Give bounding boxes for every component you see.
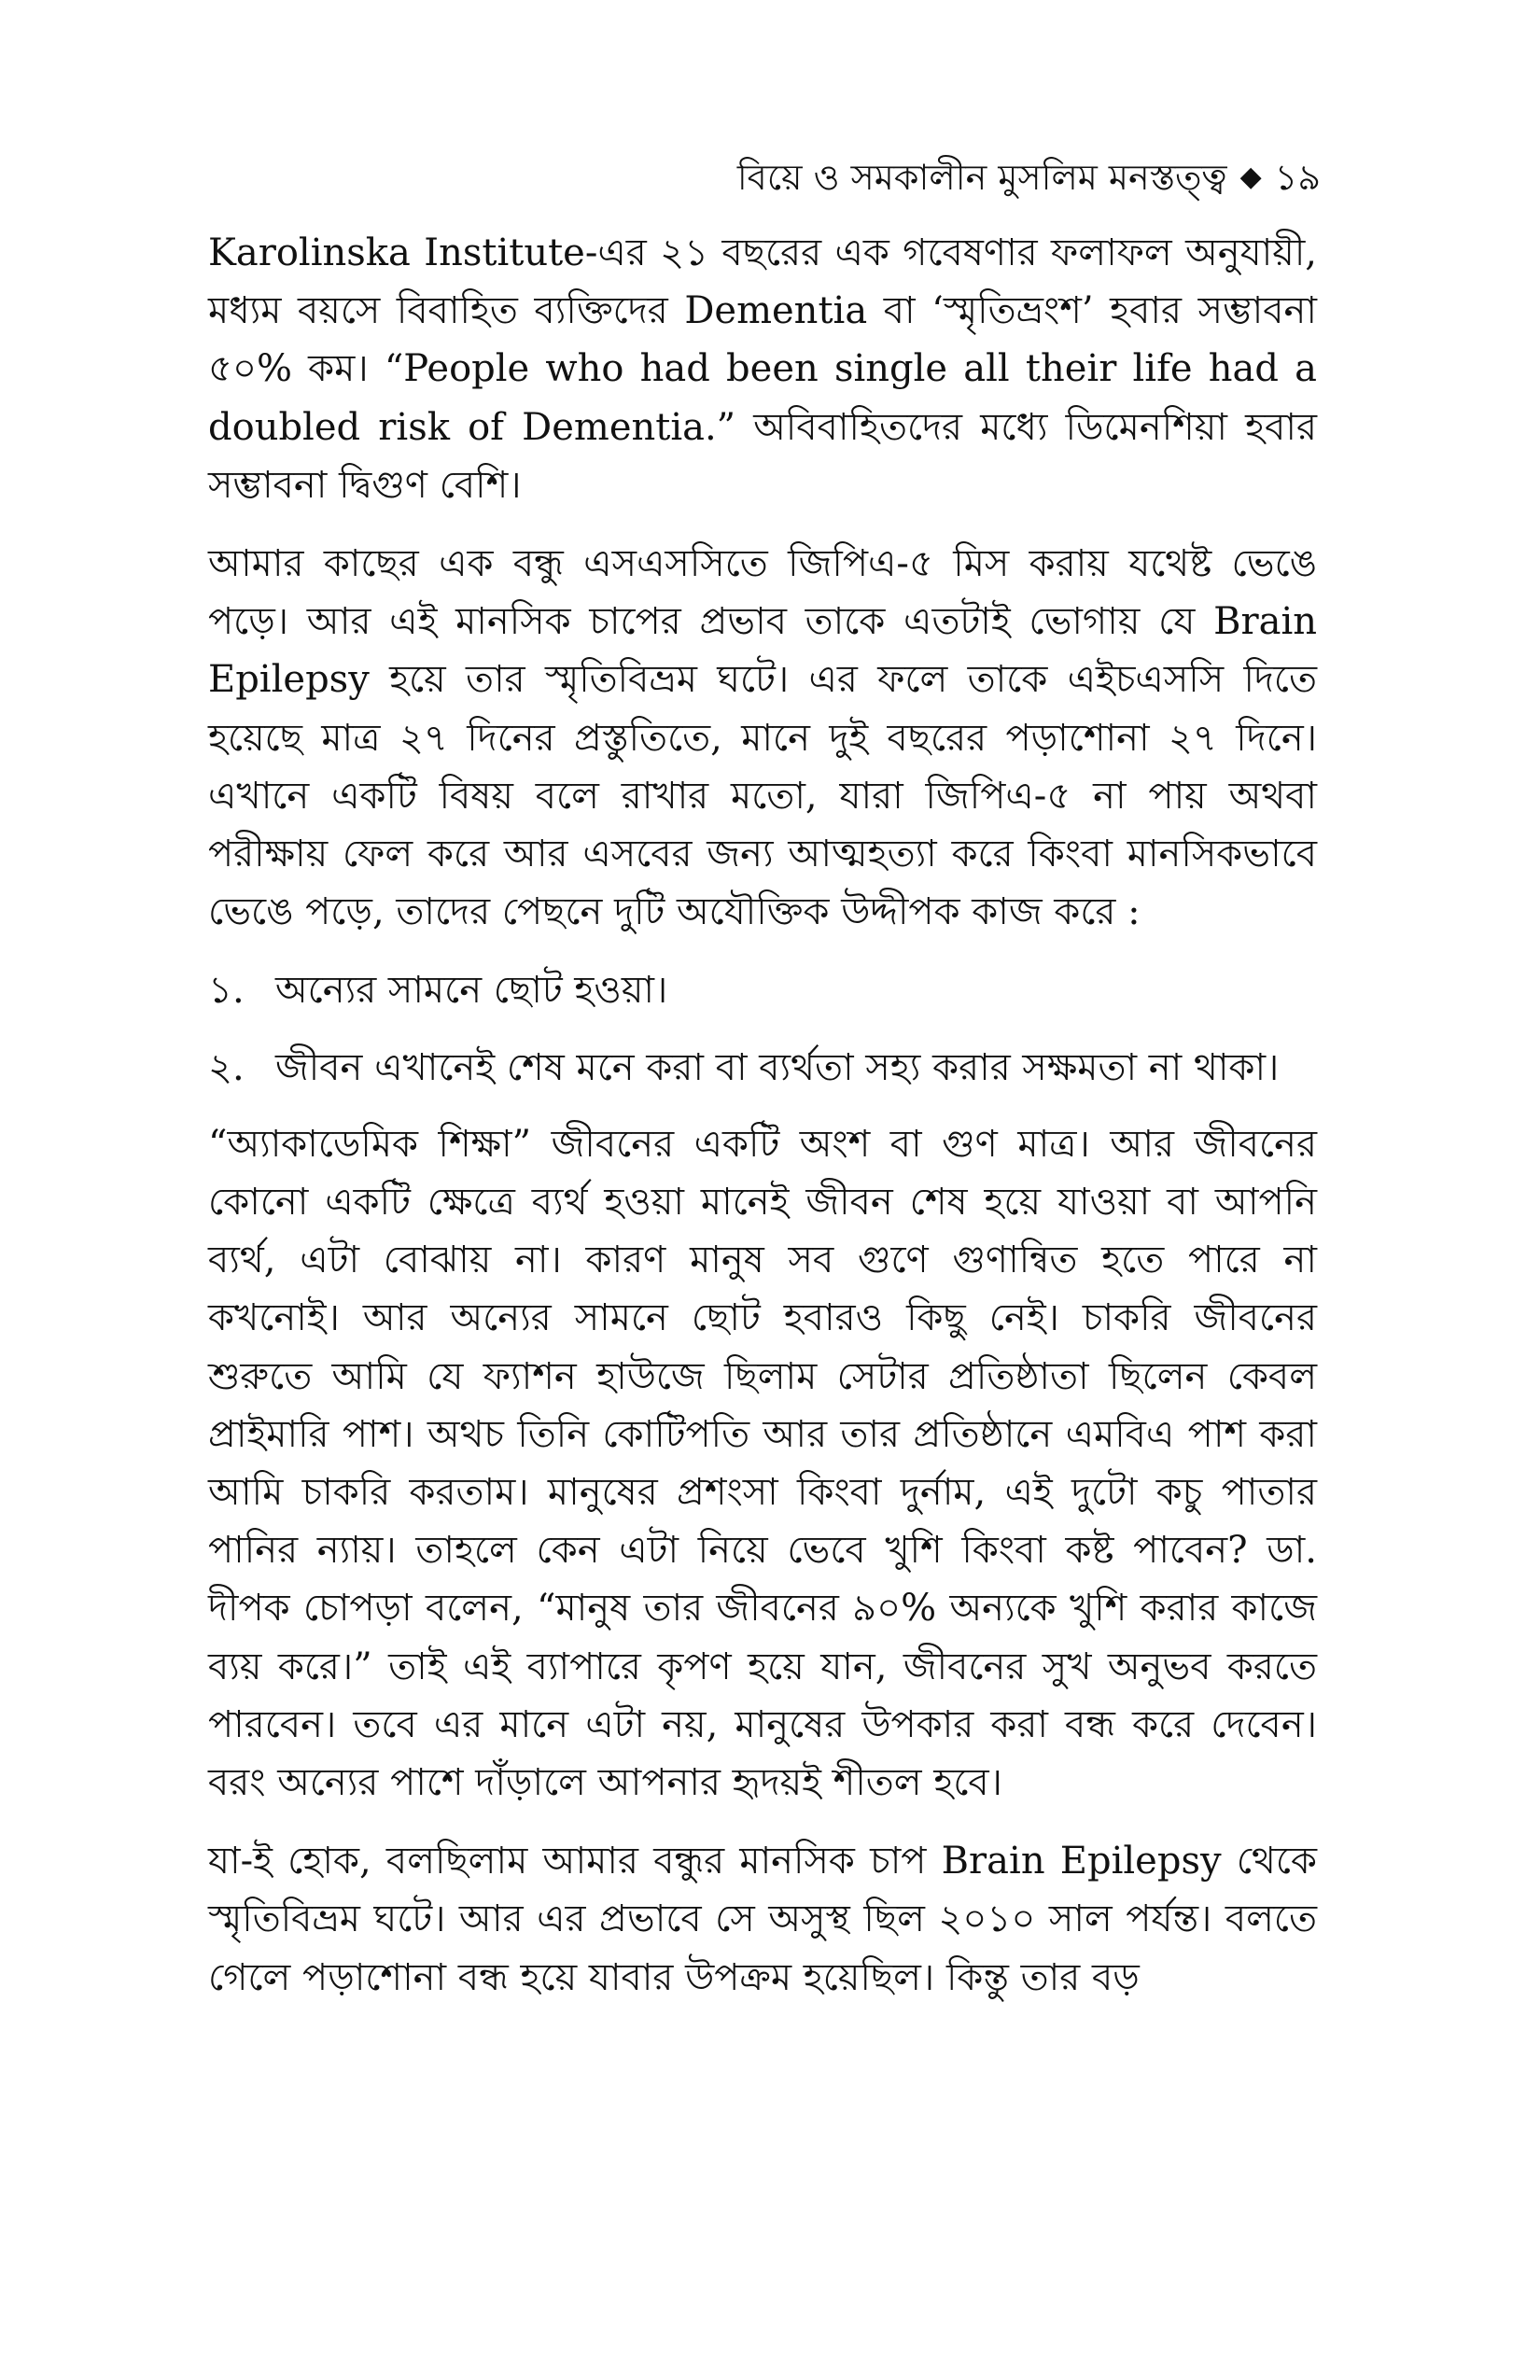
list-item-text: অন্যের সামনে ছোট হওয়া।	[275, 969, 668, 1013]
list-item-number: ১.	[208, 969, 245, 1013]
paragraph-1: Karolinska Institute-এর ২১ বছরের এক গবেষণার ফলাফল অনুযায়ী, মধ্যম বয়সে বিবাহিত ব্যক্তিদের Dementia বা ‘স্মৃতিভ্রংশ’ হবার সম্ভাবনা ৫০% কম। “People who had been single all their life had a doubled risk of Dementia.” অবিবাহিতদের মধ্যে ডিমেনশিয়া হবার সম্ভাবনা দ্বিগুণ বেশি।	[208, 231, 1317, 507]
paragraph-3: “অ্যাকাডেমিক শিক্ষা” জীবনের একটি অংশ বা গুণ মাত্র। আর জীবনের কোনো একটি ক্ষেত্রে ব্যর্থ হওয়া মানেই জীবন শেষ হয়ে যাওয়া বা আপনি ব্যর্থ, এটা বোঝায় না। কারণ মানুষ সব গুণে গুণান্বিত হতে পারে না কখনোই। আর অন্যের সামনে ছোট হবারও কিছু নেই। চাকরি জীবনের শুরুতে আমি যে ফ্যাশন হাউজে ছিলাম সেটার প্রতিষ্ঠাতা ছিলেন কেবল প্রাইমারি পাশ। অথচ তিনি কোটিপতি আর তার প্রতিষ্ঠানে এমবিএ পাশ করা আমি চাকরি করতাম। মানুষের প্রশংসা কিংবা দুর্নাম, এই দুটো কচু পাতার পানির ন্যায়। তাহলে কেন এটা নিয়ে ভেবে খুশি কিংবা কষ্ট পাবেন? ডা. দীপক চোপড়া বলেন, “মানুষ তার জীবনের ৯০% অন্যকে খুশি করার কাজে ব্যয় করে।” তাই এই ব্যাপারে কৃপণ হয়ে যান, জীবনের সুখ অনুভব করতে পারবেন। তবে এর মানে এটা নয়, মানুষের উপকার করা বন্ধ করে দেবেন। বরং অন্যের পাশে দাঁড়ালে আপনার হৃদয়ই শীতল হবে।	[208, 1122, 1317, 1805]
list-item	[208, 961, 1317, 1019]
paragraph-4: যা-ই হোক, বলছিলাম আমার বন্ধুর মানসিক চাপ Brain Epilepsy থেকে স্মৃতিবিভ্রম ঘটে। আর এর প্রভাবে সে অসুস্থ ছিল ২০১০ সাল পর্যন্ত। বলতে গেলে পড়াশোনা বন্ধ হয়ে যাবার উপক্রম হয়েছিল। কিন্তু তার বড়	[208, 1840, 1317, 1999]
running-header	[737, 154, 1321, 201]
book-title: বিয়ে ও সমকালীন মুসলিম মনস্তত্ত্ব	[736, 157, 1227, 198]
list-item	[208, 1039, 1317, 1097]
list-item-number: ২.	[208, 1045, 245, 1089]
page-number: ১৯	[1274, 157, 1321, 198]
diamond-separator-icon: ◆	[1239, 161, 1262, 193]
list-item-text: জীবন এখানেই শেষ মনে করা বা ব্যর্থতা সহ্য করার সক্ষমতা না থাকা।	[275, 1045, 1280, 1089]
paragraph-2: আমার কাছের এক বন্ধু এসএসসিতে জিপিএ-৫ মিস করায় যথেষ্ট ভেঙে পড়ে। আর এই মানসিক চাপের প্রভাব তাকে এতটাই ভোগায় যে Brain Epilepsy হয়ে তার স্মৃতিবিভ্রম ঘটে। এর ফলে তাকে এইচএসসি দিতে হয়েছে মাত্র ২৭ দিনের প্রস্তুতিতে, মানে দুই বছরের পড়াশোনা ২৭ দিনে। এখানে একটি বিষয় বলে রাখার মতো, যারা জিপিএ-৫ না পায় অথবা পরীক্ষায় ফেল করে আর এসবের জন্য আত্মহত্যা করে কিংবা মানসিকভাবে ভেঙে পড়ে, তাদের পেছনে দুটি অযৌক্তিক উদ্দীপক কাজ করে :	[208, 542, 1317, 934]
body-text	[208, 224, 1317, 2027]
